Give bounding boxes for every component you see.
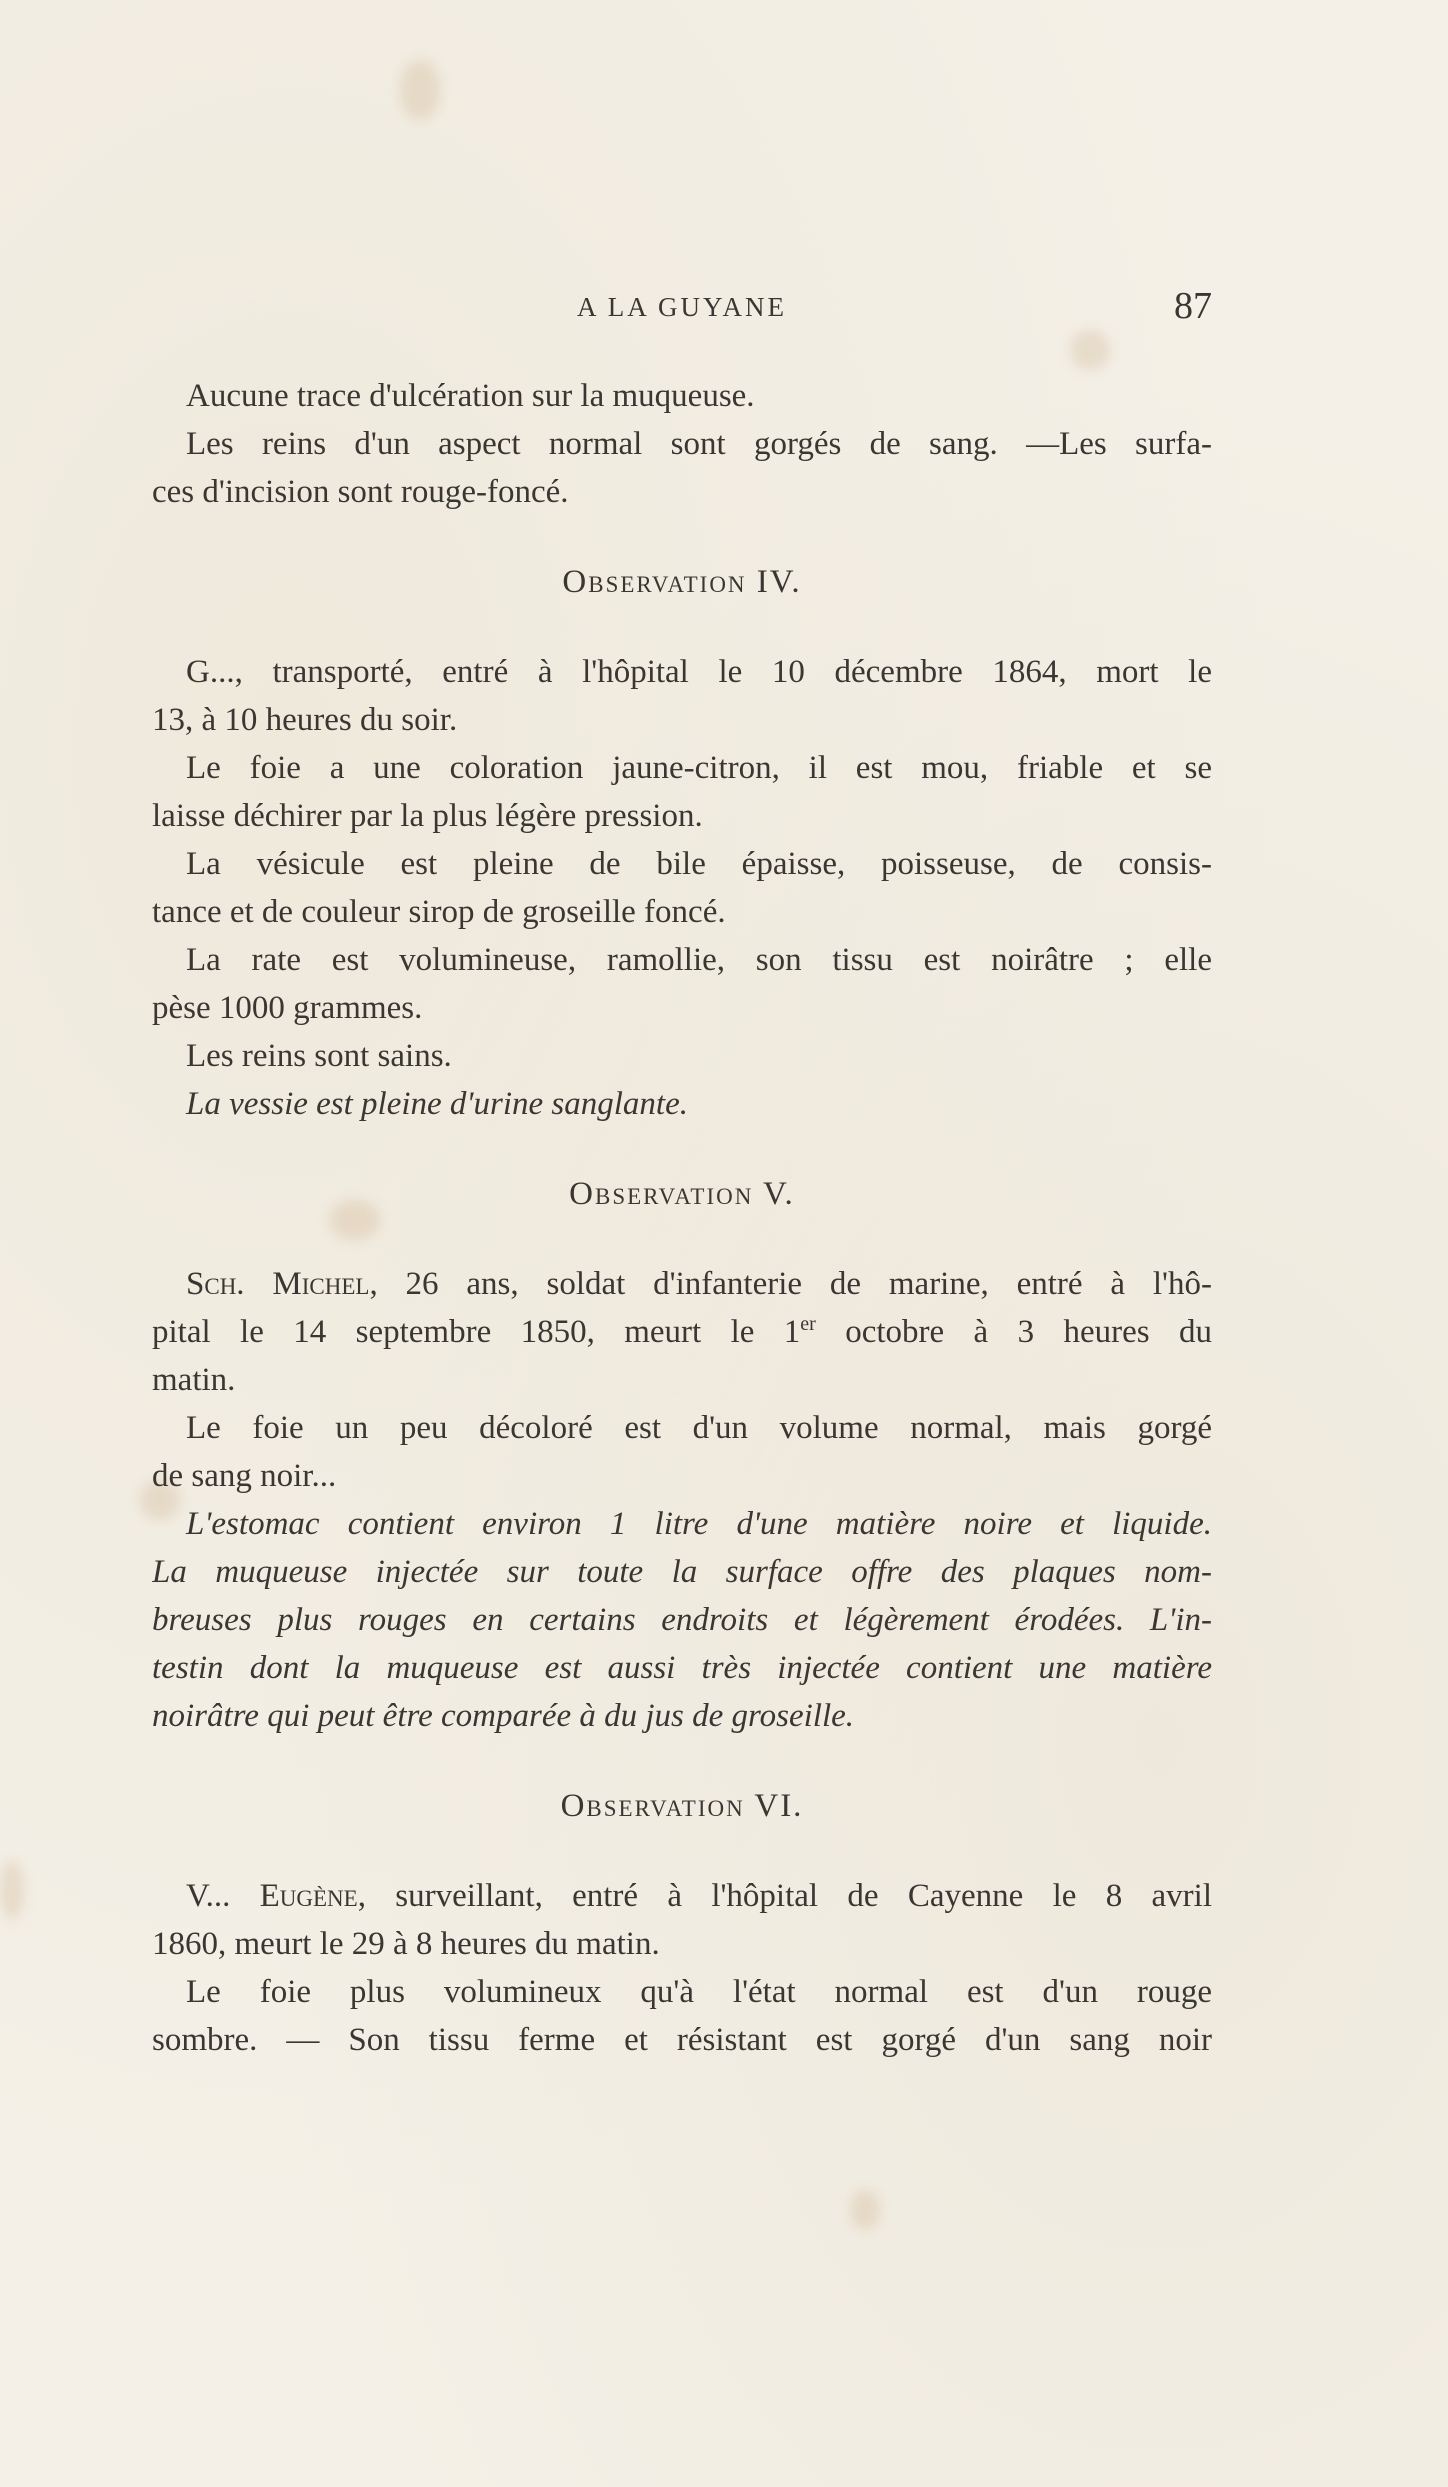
text-line: Les reins d'un aspect normal sont gorgés de sang. —Les surfa-: [186, 426, 1212, 462]
text-fragment: surveillant, entré à l'hôpital de Cayenne le 8 avril: [365, 1878, 1212, 1914]
text-line: de sang noir...: [152, 1458, 337, 1494]
text-line: L'estomac contient environ 1 litre d'une matière noire et liquide.: [186, 1506, 1212, 1542]
text-line: La rate est volumineuse, ramollie, son tissu est noirâtre ; elle: [186, 942, 1212, 978]
text-fragment: pital le 14 septembre 1850, meurt le 1: [152, 1314, 801, 1350]
superscript: er: [800, 1313, 816, 1335]
text-line: Les reins sont sains.: [186, 1038, 452, 1074]
text-line: breuses plus rouges en certains endroits et légèrement érodées. L'in-: [152, 1602, 1212, 1638]
text-line: [152, 1872, 1212, 1920]
text-line: La vessie est pleine d'urine sanglante.: [186, 1086, 688, 1122]
text-line: Aucune trace d'ulcération sur la muqueuse.: [186, 378, 755, 414]
text-line: La vésicule est pleine de bile épaisse, poisseuse, de consis-: [186, 846, 1212, 882]
observation-heading: Observation V.: [569, 1176, 795, 1212]
text-line: G..., transporté, entré à l'hôpital le 10 décembre 1864, mort le: [186, 654, 1212, 690]
page-number: 87: [1174, 285, 1212, 327]
foxing-stain: [1070, 330, 1110, 370]
text-line: testin dont la muqueuse est aussi très injectée contient une matière: [152, 1650, 1212, 1686]
text-line: Le foie plus volumineux qu'à l'état normal est d'un rouge: [186, 1974, 1212, 2010]
foxing-stain: [400, 60, 440, 120]
text-line: laisse déchirer par la plus légère pression.: [152, 798, 703, 834]
text-line: noirâtre qui peut être comparée à du jus de groseille.: [152, 1698, 855, 1734]
observation-heading: Observation IV.: [562, 564, 802, 600]
text-line: 13, à 10 heures du soir.: [152, 702, 458, 738]
text-line: pèse 1000 grammes.: [152, 990, 423, 1026]
page-header: [152, 284, 1212, 334]
body-text: [152, 372, 1212, 2064]
text-line: sombre. — Son tissu ferme et résistant est gorgé d'un sang noir: [152, 2022, 1212, 2058]
text-line: [152, 1260, 1212, 1308]
observation-heading: Observation VI.: [560, 1788, 804, 1824]
patient-name: Sch. Michel,: [186, 1266, 378, 1302]
text-fragment: octobre à 3 heures du: [815, 1314, 1212, 1350]
text-line: 1860, meurt le 29 à 8 heures du matin.: [152, 1926, 660, 1962]
foxing-stain: [0, 1860, 24, 1920]
text-line: tance et de couleur sirop de groseille foncé.: [152, 894, 726, 930]
text-line: ces d'incision sont rouge-foncé.: [152, 474, 569, 510]
text-line: matin.: [152, 1362, 236, 1398]
patient-name: V... Eugène,: [186, 1878, 366, 1914]
foxing-stain: [850, 2190, 880, 2230]
text-line: Le foie a une coloration jaune-citron, il est mou, friable et se: [186, 750, 1212, 786]
text-line: Le foie un peu décoloré est d'un volume normal, mais gorgé: [186, 1410, 1212, 1446]
text-fragment: 26 ans, soldat d'infanterie de marine, entré à l'hô-: [377, 1266, 1212, 1302]
text-line: [152, 1308, 1212, 1356]
running-head: A LA GUYANE: [576, 292, 787, 322]
text-line: La muqueuse injectée sur toute la surface offre des plaques nom-: [152, 1554, 1212, 1590]
